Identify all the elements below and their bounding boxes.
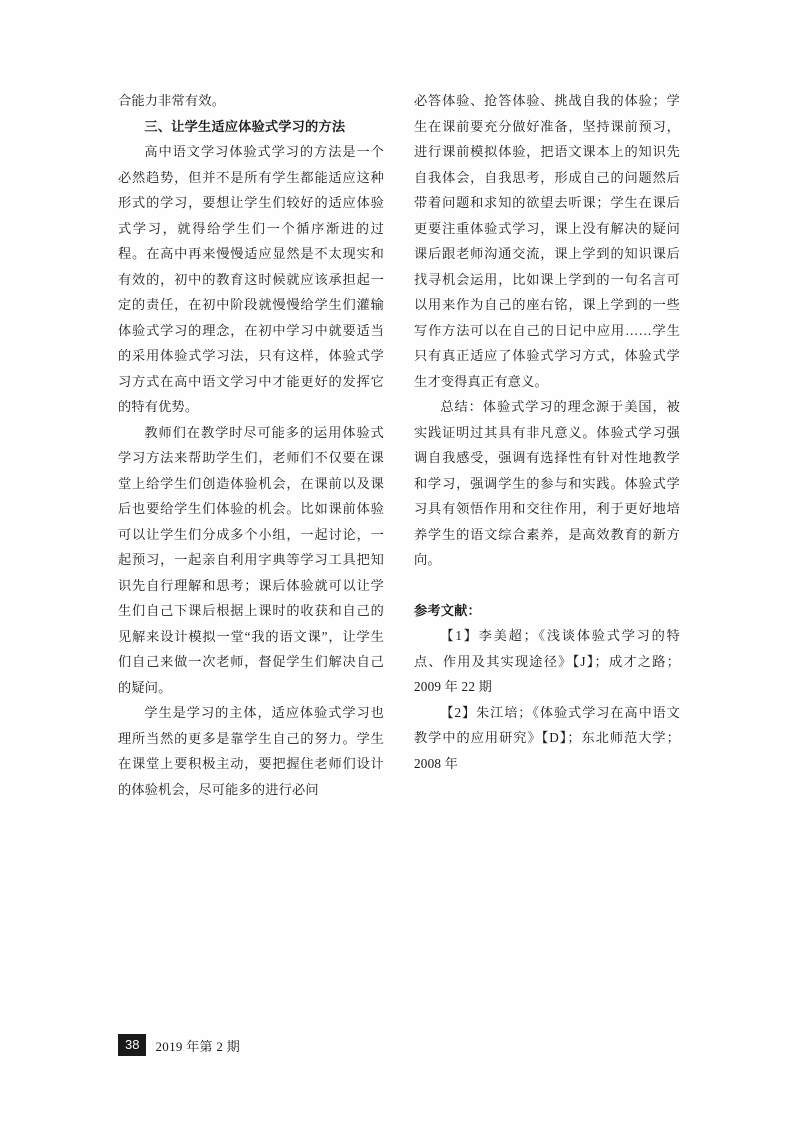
paragraph: 合能力非常有效。 <box>118 93 226 108</box>
spacer <box>414 573 680 598</box>
issue-label: 2019 年第 2 期 <box>155 1038 241 1054</box>
reference-item: 【1】李美超；《浅谈体验式学习的特点、作用及其实现途径》【J】；成才之路；2009 年 22 期 <box>414 628 680 694</box>
two-column-layout <box>118 88 680 802</box>
page-number-badge: 38 <box>118 1034 146 1056</box>
section-heading: 三、让学生适应体验式学习的方法 <box>144 118 346 134</box>
paragraph: 必答体验、抢答体验、挑战自我的体验；学生在课前要充分做好准备，坚持课前预习，进行课前模拟体验，把语文课本上的知识先自我体会，自我思考，形成自己的问题然后带着问题和求知的欲望去听课；学生在课后更要注重体验式学习，课上没有解决的疑问课后跟老师沟通交流，课上学到的知识课后找寻机会运用，比如课上学到的一句名言可以用来作为自己的座右铭，课上学到的一些写作方法可以在自己的日记中应用……学生只有真正适应了体验式学习方式，体验式学生才变得真正有意义。 <box>414 93 680 389</box>
left-column <box>118 88 384 802</box>
paragraph: 总结：体验式学习的理念源于美国，被实践证明过其具有非凡意义。体验式学习强调自我感受，强调有选择性有针对性地教学和学习，强调学生的参与和实践。体验式学习具有领悟作用和交往作用，利于更好地培养学生的语文综合素养，是高效教育的新方向。 <box>414 399 680 567</box>
references-heading: 参考文献： <box>414 602 481 618</box>
paragraph: 高中语文学习体验式学习的方法是一个必然趋势，但并不是所有学生都能适应这种形式的学习，要想让学生们较好的适应体验式学习，就得给学生们一个循序渐进的过程。在高中再来慢慢适应显然是不太现实和有效的，初中的教育这时候就应该承担起一定的责任，在初中阶段就慢慢给学生们灌输体验式学习的理念，在初中学习中就要适当的采用体验式学习法，只有这样，体验式学习方式在高中语文学习中才能更好的发挥它的特有优势。 <box>118 144 384 414</box>
page-footer <box>118 1034 240 1056</box>
reference-item: 【2】朱江培；《体验式学习在高中语文教学中的应用研究》【D】；东北师范大学；2008 年 <box>414 704 680 771</box>
right-column <box>414 88 680 776</box>
page-content <box>118 88 680 802</box>
paragraph: 学生是学习的主体，适应体验式学习也理所当然的更多是靠学生自己的努力。学生在课堂上要积极主动，要把握住老师们设计的体验机会，尽可能多的进行必问 <box>118 705 384 797</box>
paragraph: 教师们在教学时尽可能多的运用体验式学习方法来帮助学生们，老师们不仅要在课堂上给学生们创造体验机会，在课前以及课后也要给学生们体验的机会。比如课前体验可以让学生们分成多个小组，一起讨论，一起预习，一起亲自利用字典等学习工具把知识先自行理解和思考；课后体验就可以让学生们自己下课后根据上课时的收获和自己的见解来设计模拟一堂“我的语文课”，让学生们自己来做一次老师，督促学生们解决自己的疑问。 <box>118 424 384 695</box>
